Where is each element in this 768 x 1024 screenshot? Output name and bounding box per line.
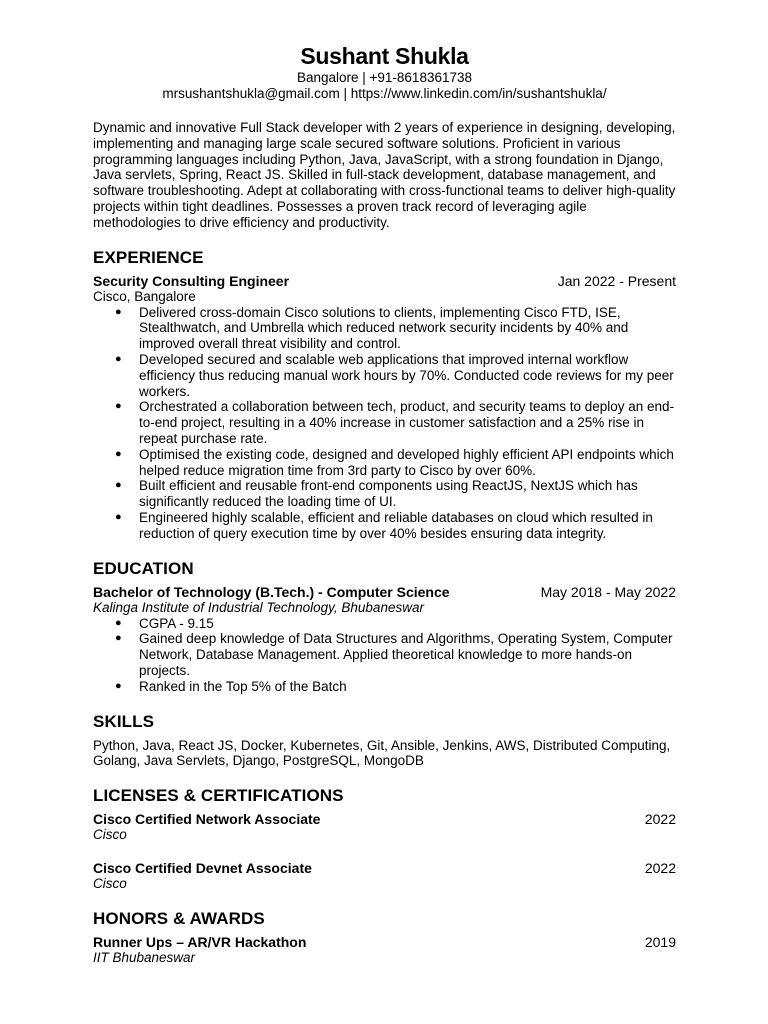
bullet-icon: ● bbox=[115, 616, 122, 629]
degree-title: Bachelor of Technology (B.Tech.) - Computer Science bbox=[93, 583, 450, 600]
awards-section bbox=[93, 909, 676, 966]
candidate-name: Sushant Shukla bbox=[300, 43, 469, 69]
skills-list: Python, Java, React JS, Docker, Kubernetes, Git, Ansible, Jenkins, AWS, Distributed Computing, Golang, Java Servlets, Django, PostgreSQL, MongoDB bbox=[93, 737, 671, 769]
certification-entry bbox=[93, 860, 676, 892]
bullet-icon: ● bbox=[115, 352, 122, 365]
experience-bullets bbox=[93, 305, 676, 542]
award-title: Runner Ups – AR/VR Hackathon bbox=[93, 934, 307, 951]
certification-title: Cisco Certified Devnet Associate bbox=[93, 860, 312, 877]
experience-section bbox=[93, 248, 676, 542]
bullet-icon: ● bbox=[115, 479, 122, 492]
experience-heading: EXPERIENCE bbox=[93, 247, 204, 267]
degree-dates: May 2018 - May 2022 bbox=[540, 583, 676, 600]
bullet-icon: ● bbox=[115, 400, 122, 413]
certification-year: 2022 bbox=[644, 860, 676, 877]
bullet-icon: ● bbox=[115, 510, 122, 523]
award-issuer: IIT Bhubaneswar bbox=[93, 950, 196, 966]
certification-issuer: Cisco bbox=[93, 876, 127, 892]
skills-section bbox=[93, 712, 676, 770]
awards-heading: HONORS & AWARDS bbox=[93, 909, 265, 929]
award-year: 2019 bbox=[644, 934, 676, 951]
certification-issuer: Cisco bbox=[93, 827, 127, 843]
professional-summary: Dynamic and innovative Full Stack developer with 2 years of experience in designing, developing, implementing and managing large scale secured software solutions. Proficient in various programming languages including Python, Java, JavaScript, with a strong foundation in Django, Java servlets, Spring, React JS. Skilled in full-stack development, database management, and software troubleshooting. Adept at collaborating with cross-functional teams to deliver high-quality projects within tight deadlines. Possesses a proven track record of leveraging agile methodologies to drive efficiency and productivity. bbox=[93, 120, 676, 230]
job-title: Security Consulting Engineer bbox=[93, 272, 290, 289]
certification-title: Cisco Certified Network Associate bbox=[93, 811, 321, 828]
experience-entry-header bbox=[93, 273, 676, 289]
bullet-icon: ● bbox=[115, 632, 122, 645]
certification-year: 2022 bbox=[644, 811, 676, 828]
job-dates: Jan 2022 - Present bbox=[557, 272, 676, 289]
institution-name: Kalinga Institute of Industrial Technology, Bhubaneswar bbox=[93, 599, 424, 615]
list-item: ● Gained deep knowledge of Data Structures and Algorithms, Operating System, Computer Network, Database Management. Applied theoretical knowledge to more hands-on projects. bbox=[115, 631, 673, 678]
job-company: Cisco, Bangalore bbox=[93, 288, 196, 304]
education-bullets bbox=[93, 616, 676, 695]
certifications-section bbox=[93, 786, 676, 892]
list-item: ● CGPA - 9.15 bbox=[115, 615, 214, 631]
resume-page bbox=[93, 40, 676, 966]
list-item: ● Engineered highly scalable, efficient and reliable databases on cloud which resulted in reduction of query execution time by over 40% besides ensuring data integrity. bbox=[115, 509, 653, 541]
bullet-icon: ● bbox=[115, 305, 122, 318]
education-heading: EDUCATION bbox=[93, 558, 194, 578]
list-item: ● Delivered cross-domain Cisco solutions to clients, implementing Cisco FTD, ISE, Stealthwatch, and Umbrella which reduced network security incidents by 40% and improved overall threat visibility and control. bbox=[115, 304, 629, 352]
education-entry-header bbox=[93, 584, 676, 600]
bullet-icon: ● bbox=[115, 679, 122, 692]
list-item: ● Ranked in the Top 5% of the Batch bbox=[115, 678, 347, 694]
location-phone: Bangalore | +91-8618361738 bbox=[296, 70, 473, 85]
list-item: ● Developed secured and scalable web applications that improved internal workflow efficiency thus reducing manual work hours by 70%. Conducted code reviews for my peer workers. bbox=[115, 351, 674, 399]
email-linkedin: mrsushantshukla@gmail.com | https://www.linkedin.com/in/sushantshukla/ bbox=[162, 86, 607, 101]
award-entry bbox=[93, 934, 676, 966]
bullet-icon: ● bbox=[115, 447, 122, 460]
certifications-heading: LICENSES & CERTIFICATIONS bbox=[93, 786, 344, 806]
resume-header bbox=[93, 42, 676, 102]
education-section bbox=[93, 559, 676, 695]
certification-entry bbox=[93, 811, 676, 843]
list-item: ● Orchestrated a collaboration between tech, product, and security teams to deploy an end-to-end project, resulting in a 40% increase in customer satisfaction and a 25% rise in repeat purchase rate. bbox=[115, 399, 675, 446]
list-item: ● Built efficient and reusable front-end components using ReactJS, NextJS which has significantly reduced the loading time of UI. bbox=[115, 478, 638, 510]
skills-heading: SKILLS bbox=[93, 711, 155, 731]
list-item: ● Optimised the existing code, designed and developed highly efficient API endpoints which helped reduce migration time from 3rd party to Cisco by over 60%. bbox=[115, 446, 674, 478]
